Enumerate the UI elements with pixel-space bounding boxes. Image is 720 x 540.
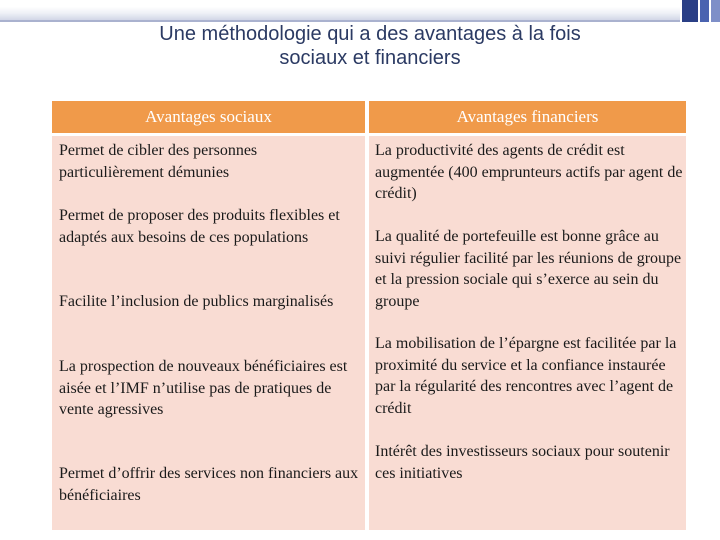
financial-item: La productivité des agents de crédit est augmentée (400 emprunteurs actifs par agent de crédit) <box>375 142 683 202</box>
header-social-advantages: Avantages sociaux <box>52 101 365 133</box>
social-item: Permet de cibler des personnes particulièrement démunies <box>59 142 258 181</box>
advantages-table <box>52 101 686 530</box>
header-financial-advantages: Avantages financiers <box>369 101 686 133</box>
financial-item: La mobilisation de l’épargne est facilitée par la proximité du service et la confiance instaurée par la régularité des rencontres avec l’agent de crédit <box>375 335 677 417</box>
social-item: Permet d’offrir des services non financiers aux bénéficiaires <box>59 465 359 504</box>
top-bar-gradient <box>0 0 680 22</box>
financial-item: Intérêt des investisseurs sociaux pour soutenir ces initiatives <box>375 443 670 482</box>
social-item: Permet de proposer des produits flexibles et adaptés aux besoins de ces populations <box>59 207 340 246</box>
top-bar-accent-square <box>711 0 720 22</box>
top-bar-accent-square <box>682 0 698 22</box>
social-advantages-column <box>52 136 365 530</box>
top-bar-accent-square <box>700 0 709 22</box>
slide-title-line-1: Une méthodologie qui a des avantages à la fois <box>159 23 581 45</box>
social-item: Facilite l’inclusion de publics marginalisés <box>59 293 334 310</box>
slide-title-line-2: sociaux et financiers <box>279 47 461 69</box>
financial-item: La qualité de portefeuille est bonne grâce au suivi régulier facilité par les réunions de groupe et la pression sociale qui s’exerce au sein du groupe <box>375 228 682 310</box>
social-item: La prospection de nouveaux bénéficiaires est aisée et l’IMF n’utilise pas de pratiques de vente agressives <box>59 358 348 418</box>
financial-advantages-column <box>369 136 686 530</box>
slide-title <box>100 22 640 70</box>
decorative-top-bar <box>0 0 720 22</box>
